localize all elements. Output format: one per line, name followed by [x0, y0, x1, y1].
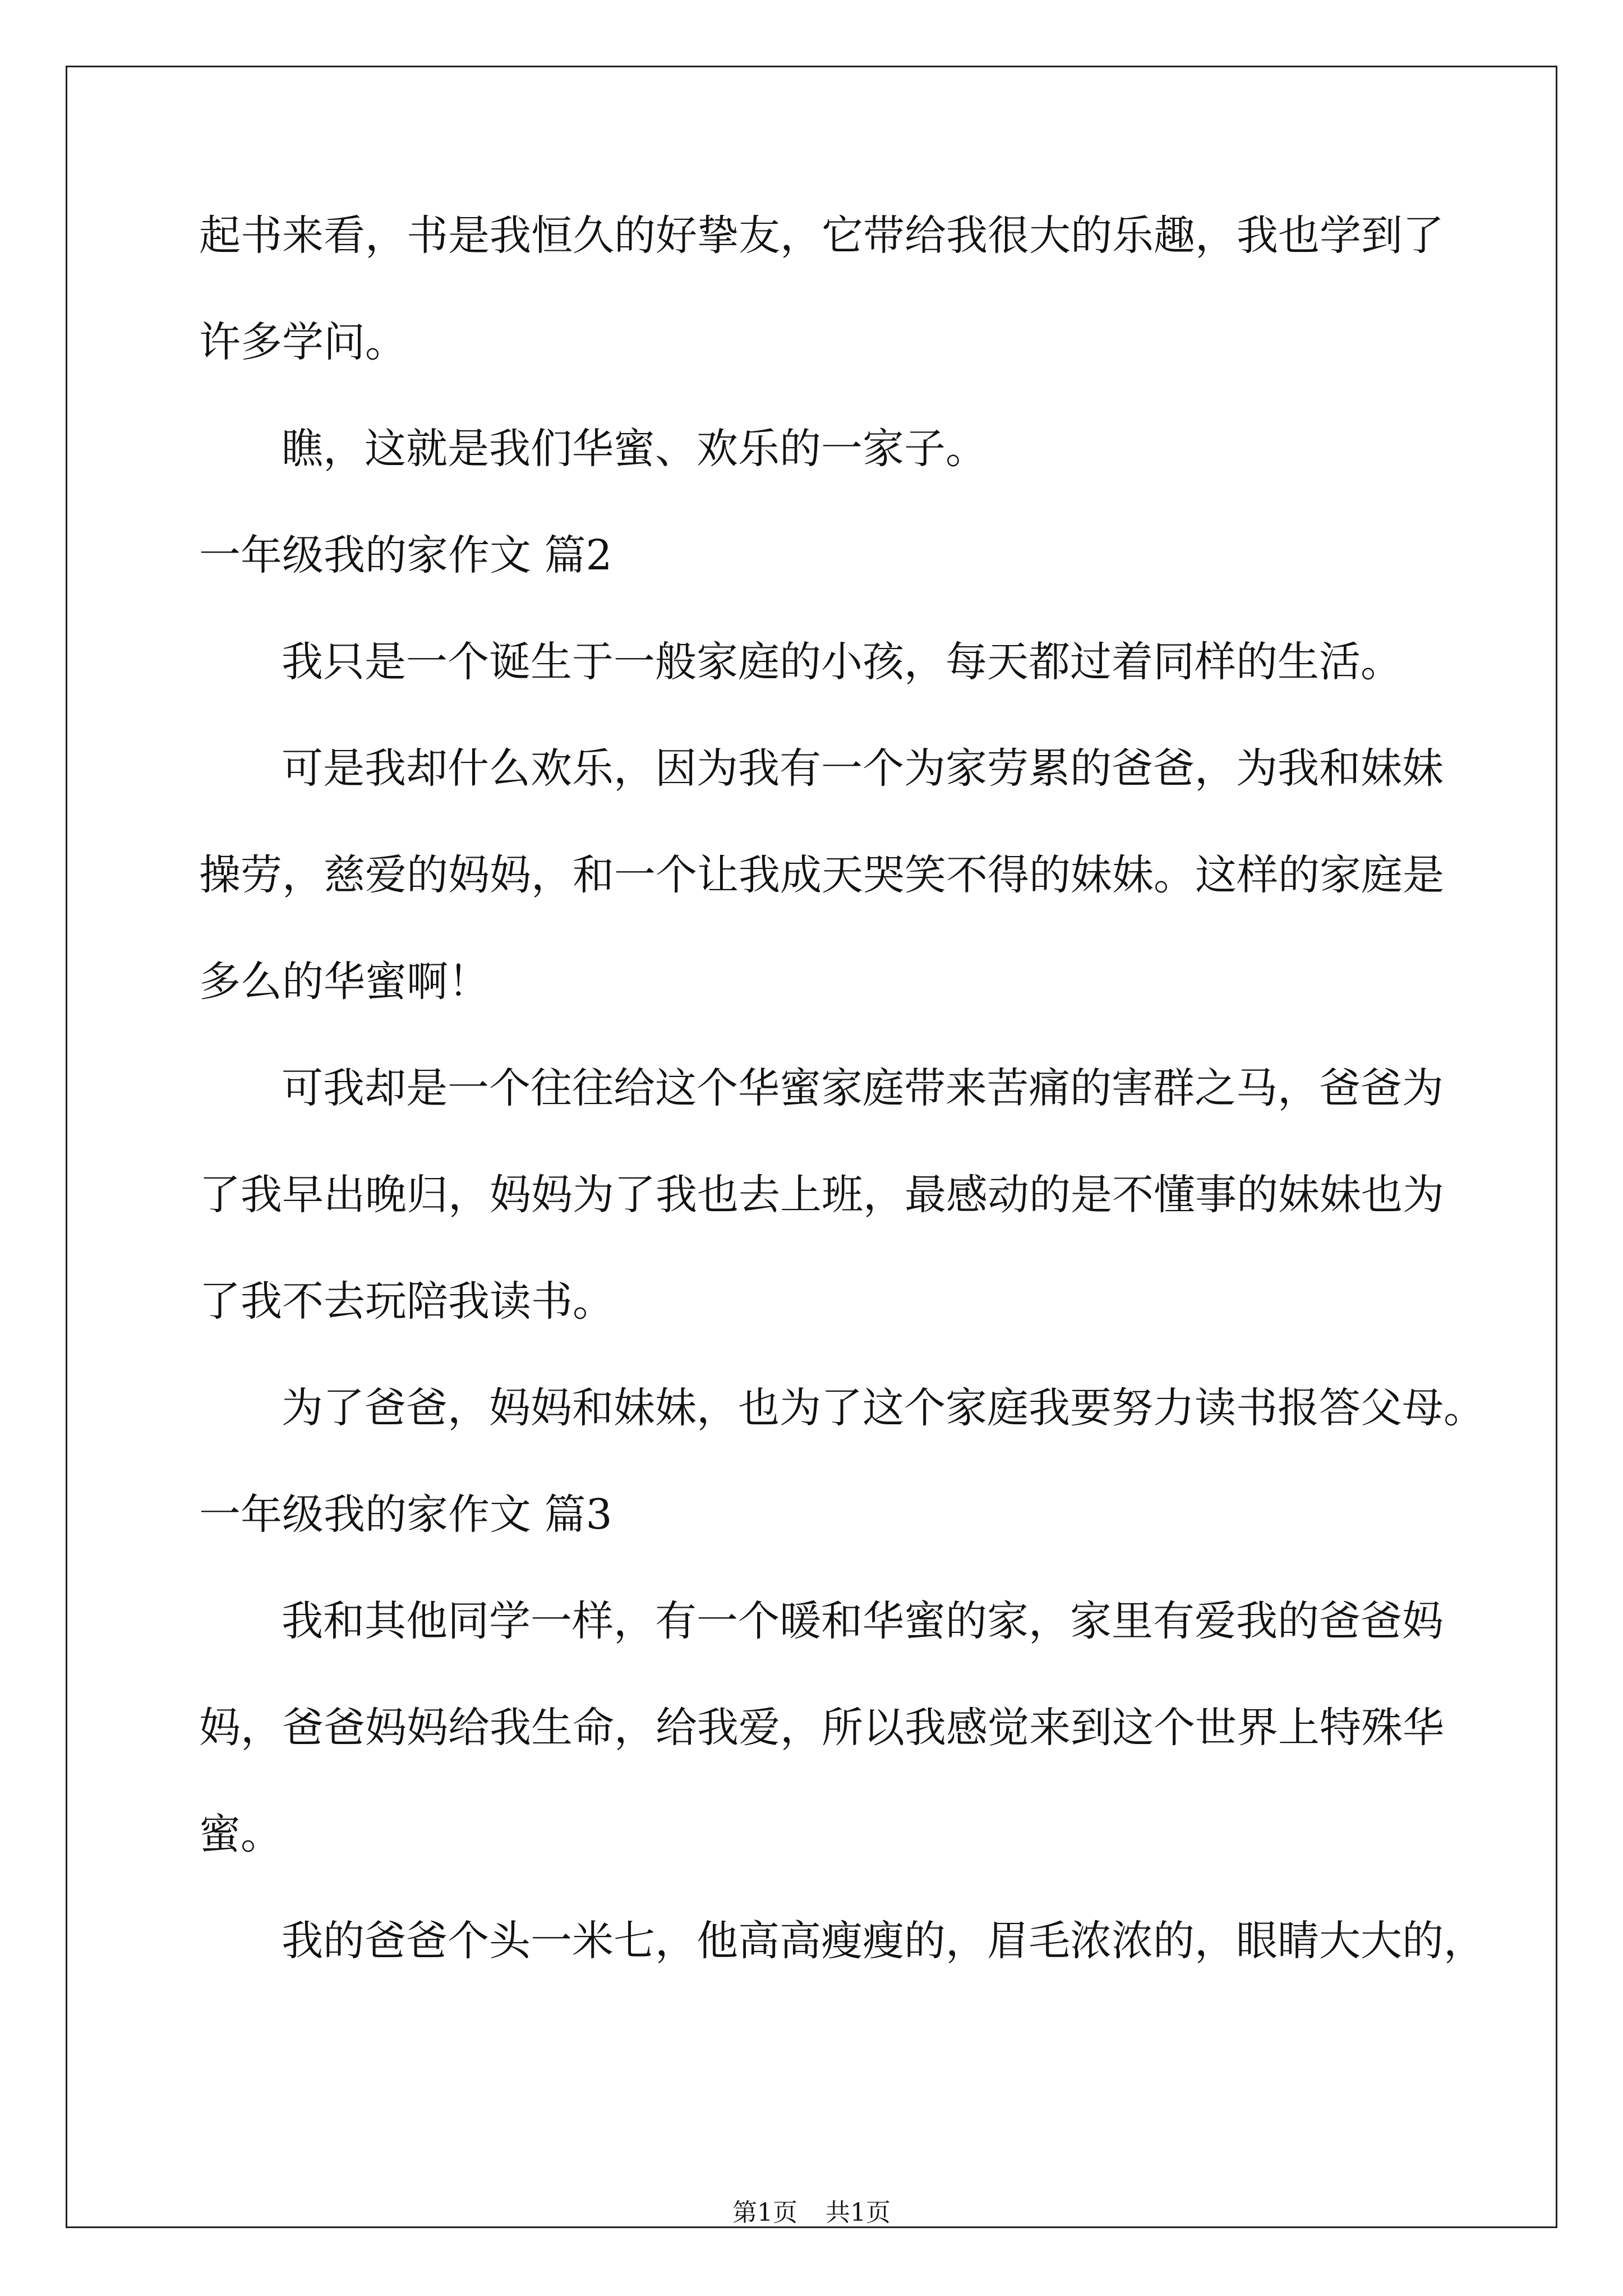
- paragraph-start: 我和其他同学一样，有一个暖和华蜜的家，家里有爱我的爸爸妈: [282, 1597, 1444, 1645]
- paragraph-start: 可是我却什么欢乐，因为我有一个为家劳累的爸爸，为我和妹妹: [282, 744, 1444, 793]
- text-line: 起书来看，书是我恒久的好挚友，它带给我很大的乐趣，我也学到了: [199, 211, 1444, 260]
- section-heading: 一年级我的家作文 篇3: [199, 1490, 612, 1539]
- paragraph-start: 为了爸爸，妈妈和妹妹，也为了这个家庭我要努力读书报答父母。: [282, 1384, 1485, 1432]
- page-border: [66, 66, 1557, 2228]
- section-heading: 一年级我的家作文 篇2: [199, 531, 612, 579]
- paragraph-start: 我只是一个诞生于一般家庭的小孩，每天都过着同样的生活。: [282, 638, 1402, 686]
- text-line: 蜜。: [199, 1810, 282, 1858]
- text-line: 许多学问。: [199, 318, 407, 366]
- text-line: 多么的华蜜啊！: [199, 958, 490, 1006]
- page-total: 共1页: [826, 2198, 891, 2227]
- paragraph-start: 瞧，这就是我们华蜜、欢乐的一家子。: [282, 425, 987, 473]
- paragraph-start: 我的爸爸个头一米七，他高高瘦瘦的，眉毛浓浓的，眼睛大大的，: [282, 1917, 1485, 1965]
- text-line: 了我不去玩陪我读书。: [199, 1277, 614, 1326]
- paragraph-start: 可我却是一个往往给这个华蜜家庭带来苦痛的害群之马，爸爸为: [282, 1064, 1444, 1112]
- page-number: 第1页: [732, 2198, 797, 2227]
- text-line: 了我早出晚归，妈妈为了我也去上班，最感动的是不懂事的妹妹也为: [199, 1171, 1444, 1219]
- text-line: 操劳，慈爱的妈妈，和一个让我成天哭笑不得的妹妹。这样的家庭是: [199, 851, 1444, 899]
- text-line: 妈，爸爸妈妈给我生命，给我爱，所以我感觉来到这个世界上特殊华: [199, 1704, 1444, 1752]
- page-footer: [0, 2196, 1623, 2230]
